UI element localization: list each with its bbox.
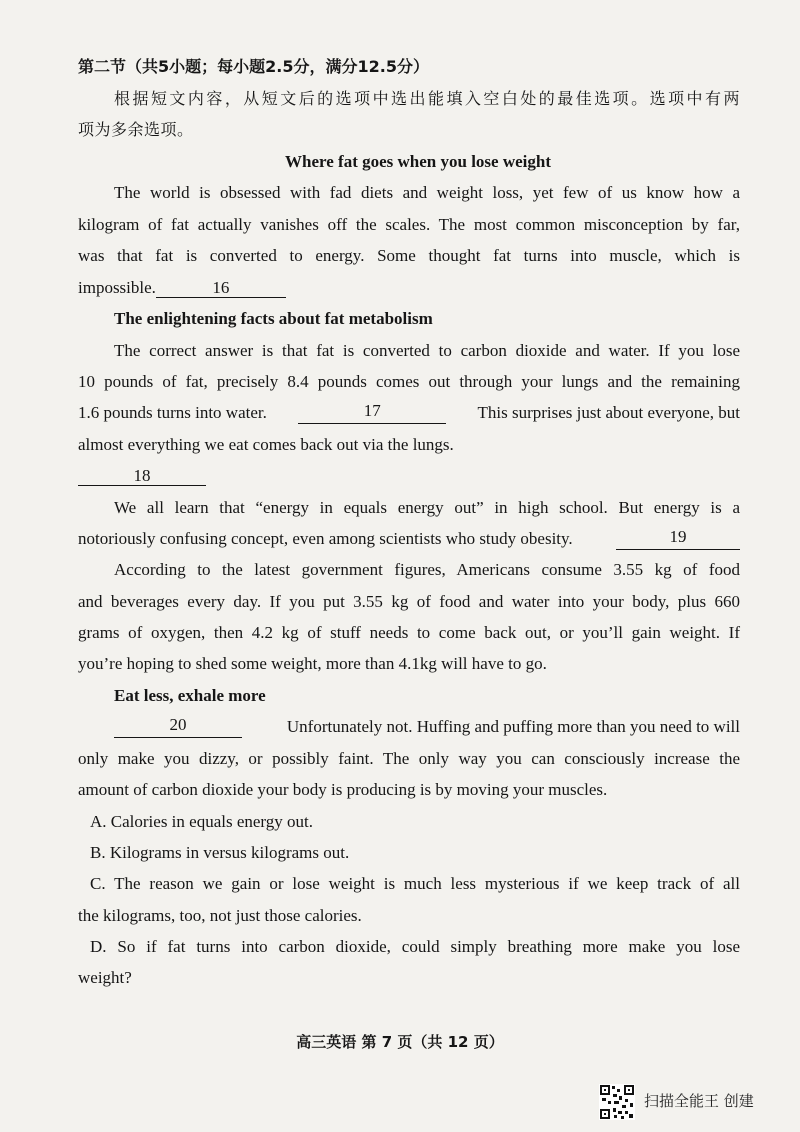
- subheading-fat-metabolism: The enlightening facts about fat metabolism: [114, 309, 433, 328]
- instruction-line-1: 根据短文内容，从短文后的选项中选出能填入空白处的最佳选项。选项中有两: [114, 89, 740, 108]
- blank-17[interactable]: 17: [298, 402, 446, 424]
- para4-line-2: and beverages every day. If you put 3.55 kg of food and water into your body, plus 660: [78, 592, 740, 611]
- blank-20[interactable]: 20: [114, 716, 242, 738]
- blank-18[interactable]: 18: [78, 467, 206, 486]
- option-c-line-2: the kilograms, too, not just those calories.: [78, 906, 362, 925]
- para5-line-1-text: Unfortunately not. Huffing and puffing more than you need to will: [286, 717, 740, 736]
- para2-line-1: The correct answer is that fat is converted to carbon dioxide and water. If you lose: [114, 341, 740, 360]
- para1-line-3: was that fat is converted to energy. Some thought fat turns into muscle, which is: [78, 246, 740, 265]
- section-heading: 第二节（共5小题；每小题2.5分，满分12.5分）: [78, 57, 429, 76]
- blank-18-line: [78, 465, 740, 487]
- para2-line-2: 10 pounds of fat, precisely 8.4 pounds comes out through your lungs and the remaining: [78, 372, 740, 391]
- para4-line-4: you’re hoping to shed some weight, more than 4.1kg will have to go.: [78, 654, 547, 673]
- scanner-watermark: 扫描全能王 创建: [644, 1092, 754, 1110]
- para4-line-1: According to the latest government figures, Americans consume 3.55 kg of food: [114, 560, 740, 579]
- para2-line-3-text-b: This surprises just about everyone, but: [477, 403, 740, 422]
- para2-line-4: almost everything we eat comes back out via the lungs.: [78, 435, 454, 454]
- para3-line-2-text: notoriously confusing concept, even among scientists who study obesity.: [78, 529, 573, 548]
- para5-line-2: only make you dizzy, or possibly faint. The only way you can consciously increase the: [78, 749, 740, 768]
- instruction-line-2: 项为多余选项。: [78, 120, 194, 139]
- option-d-line-2: weight?: [78, 968, 132, 987]
- option-b: B. Kilograms in versus kilograms out.: [90, 843, 350, 862]
- blank-19[interactable]: 19: [616, 528, 740, 550]
- option-a: A. Calories in equals energy out.: [90, 812, 314, 831]
- para1-line-4-text: impossible.: [78, 278, 156, 297]
- option-c-line-1: C. The reason we gain or lose weight is much less mysterious if we keep track of all: [90, 874, 740, 893]
- para2-line-3: [78, 402, 740, 424]
- page-footer: 高三英语 第 7 页（共 12 页）: [296, 1033, 504, 1051]
- para1-line-4: [78, 277, 740, 299]
- passage-title: Where fat goes when you lose weight: [285, 152, 551, 171]
- para1-line-2: kilogram of fat actually vanishes off the scales. The most common misconception by far,: [78, 215, 740, 234]
- option-d-line-1: D. So if fat turns into carbon dioxide, could simply breathing more make you lose: [90, 937, 740, 956]
- subheading-eat-less: Eat less, exhale more: [114, 686, 266, 705]
- para3-line-1: We all learn that “energy in equals energy out” in high school. But energy is a: [114, 498, 740, 517]
- para4-line-3: grams of oxygen, then 4.2 kg of stuff needs to come back out, or you’ll gain weight. If: [78, 623, 740, 642]
- para1-line-1: The world is obsessed with fad diets and weight loss, yet few of us know how a: [114, 183, 740, 202]
- para2-line-3-text-a: 1.6 pounds turns into water.: [78, 403, 267, 422]
- para5-line-1: [78, 716, 740, 738]
- para3-line-2: [78, 528, 740, 550]
- para5-line-3: amount of carbon dioxide your body is producing is by moving your muscles.: [78, 780, 608, 799]
- blank-16[interactable]: 16: [156, 279, 286, 298]
- qr-code-icon: [599, 1084, 635, 1120]
